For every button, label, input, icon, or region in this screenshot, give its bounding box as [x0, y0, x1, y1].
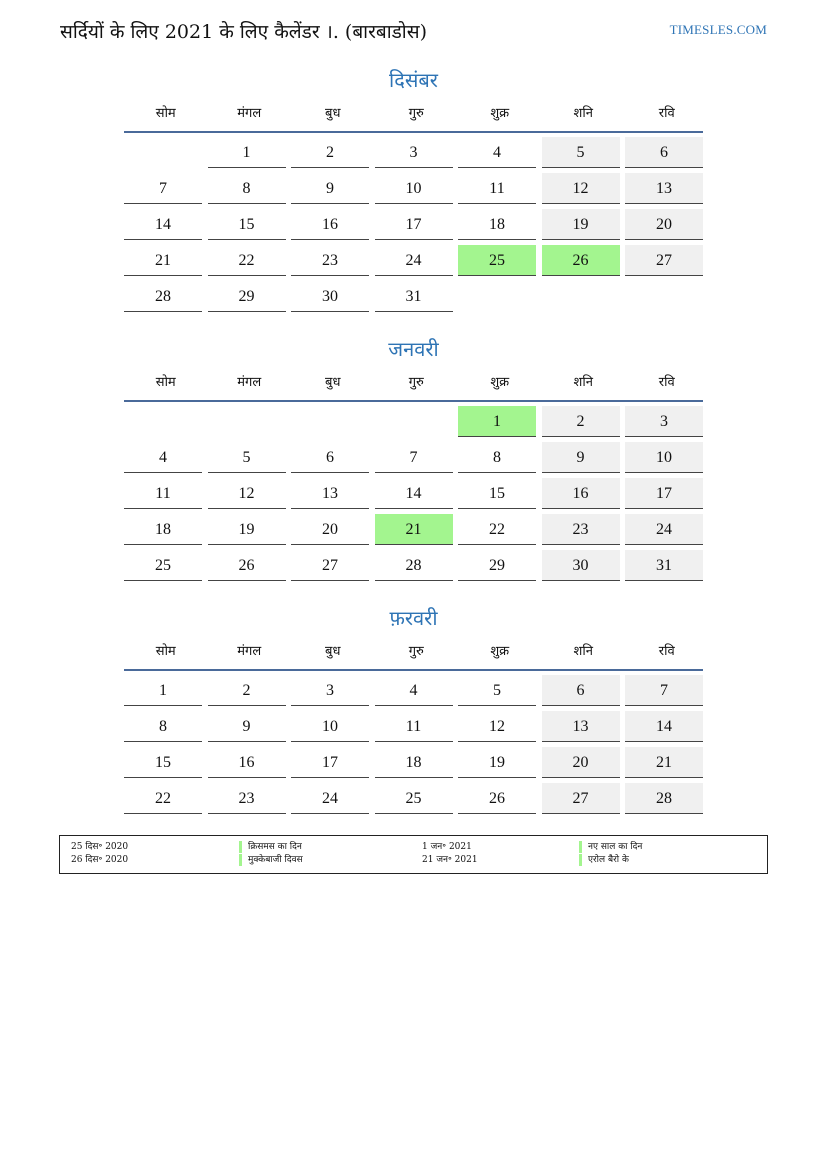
day-cell: 26	[458, 783, 536, 814]
day-cell: 4	[458, 137, 536, 168]
legend-holiday-name: नए साल का दिन	[579, 841, 642, 853]
day-cell: 17	[291, 747, 369, 778]
month-january	[124, 334, 703, 586]
holiday-day-cell: 25	[458, 245, 536, 276]
weekend-day-cell: 20	[625, 209, 703, 240]
month-december	[124, 65, 703, 317]
weekday-label: रवि	[658, 375, 675, 390]
day-cell: 22	[208, 245, 286, 276]
weekend-day-cell: 13	[542, 711, 620, 742]
empty-day-cell	[124, 137, 202, 168]
day-cell: 19	[208, 514, 286, 545]
weekday-label: शनि	[573, 644, 593, 659]
weekend-day-cell: 12	[542, 173, 620, 204]
weekend-day-cell: 6	[542, 675, 620, 706]
weekend-day-cell: 27	[542, 783, 620, 814]
weekday-label: शनि	[573, 375, 593, 390]
weekday-header	[124, 95, 703, 133]
weekday-header	[124, 364, 703, 402]
weekday-label: सोम	[155, 106, 176, 121]
weekend-day-cell: 3	[625, 406, 703, 437]
empty-day-cell	[124, 406, 202, 437]
weekend-day-cell: 20	[542, 747, 620, 778]
day-cell: 18	[124, 514, 202, 545]
week-row	[124, 137, 703, 173]
month-grid	[124, 137, 703, 317]
weekend-day-cell: 7	[625, 675, 703, 706]
day-cell: 22	[458, 514, 536, 545]
day-cell: 16	[291, 209, 369, 240]
day-cell: 11	[458, 173, 536, 204]
day-cell: 27	[291, 550, 369, 581]
weekend-day-cell: 28	[625, 783, 703, 814]
legend-date: 21 जन॰ 2021	[422, 855, 478, 865]
holiday-day-cell: 26	[542, 245, 620, 276]
day-cell: 14	[124, 209, 202, 240]
weekday-label: गुरु	[408, 375, 424, 390]
day-cell: 31	[375, 281, 453, 312]
day-cell: 5	[458, 675, 536, 706]
week-row	[124, 478, 703, 514]
day-cell: 8	[208, 173, 286, 204]
day-cell: 15	[208, 209, 286, 240]
week-row	[124, 173, 703, 209]
weekend-day-cell: 17	[625, 478, 703, 509]
day-cell: 18	[458, 209, 536, 240]
weekend-day-cell: 27	[625, 245, 703, 276]
week-row	[124, 550, 703, 586]
weekday-label: सोम	[155, 644, 176, 659]
day-cell: 2	[208, 675, 286, 706]
weekday-label: सोम	[155, 375, 176, 390]
day-cell: 2	[291, 137, 369, 168]
weekend-day-cell: 24	[625, 514, 703, 545]
weekend-day-cell: 16	[542, 478, 620, 509]
day-cell: 10	[291, 711, 369, 742]
weekday-label: शुक्र	[490, 375, 510, 390]
day-cell: 23	[291, 245, 369, 276]
weekday-header	[124, 633, 703, 671]
empty-day-cell	[291, 406, 369, 437]
weekday-label: बुध	[325, 106, 341, 121]
day-cell: 3	[291, 675, 369, 706]
empty-day-cell	[542, 281, 620, 312]
weekday-label: मंगल	[237, 375, 262, 390]
month-title: जनवरी	[388, 337, 439, 361]
week-row	[124, 406, 703, 442]
day-cell: 24	[291, 783, 369, 814]
month-grid	[124, 406, 703, 586]
weekend-day-cell: 31	[625, 550, 703, 581]
weekday-label: बुध	[325, 375, 341, 390]
month-title: फ़रवरी	[389, 606, 438, 630]
day-cell: 20	[291, 514, 369, 545]
day-cell: 26	[208, 550, 286, 581]
day-cell: 10	[375, 173, 453, 204]
day-cell: 6	[291, 442, 369, 473]
weekday-label: शुक्र	[490, 644, 510, 659]
weekend-day-cell: 23	[542, 514, 620, 545]
day-cell: 25	[124, 550, 202, 581]
weekday-label: शुक्र	[490, 106, 510, 121]
legend-holiday-name: मुक्केबाजी दिवस	[239, 854, 303, 866]
weekday-label: शनि	[573, 106, 593, 121]
day-cell: 16	[208, 747, 286, 778]
day-cell: 14	[375, 478, 453, 509]
weekday-label: गुरु	[408, 644, 424, 659]
month-february	[124, 603, 703, 819]
weekday-label: मंगल	[237, 106, 262, 121]
site-link[interactable]: TIMESLES.COM	[669, 22, 767, 37]
day-cell: 23	[208, 783, 286, 814]
day-cell: 8	[458, 442, 536, 473]
day-cell: 21	[124, 245, 202, 276]
weekday-label: गुरु	[408, 106, 424, 121]
empty-day-cell	[375, 406, 453, 437]
day-cell: 7	[375, 442, 453, 473]
week-row	[124, 747, 703, 783]
day-cell: 24	[375, 245, 453, 276]
page-title: सर्दियों के लिए 2021 के लिए कैलेंडर ।. (बारबाडोस)	[60, 21, 427, 43]
weekend-day-cell: 9	[542, 442, 620, 473]
week-row	[124, 711, 703, 747]
day-cell: 12	[208, 478, 286, 509]
day-cell: 11	[375, 711, 453, 742]
empty-day-cell	[208, 406, 286, 437]
day-cell: 8	[124, 711, 202, 742]
weekday-label: बुध	[325, 644, 341, 659]
day-cell: 25	[375, 783, 453, 814]
week-row	[124, 281, 703, 317]
day-cell: 1	[208, 137, 286, 168]
legend-date: 25 दिस॰ 2020	[71, 842, 129, 852]
day-cell: 11	[124, 478, 202, 509]
day-cell: 9	[291, 173, 369, 204]
empty-day-cell	[458, 281, 536, 312]
month-grid	[124, 675, 703, 819]
holiday-day-cell: 1	[458, 406, 536, 437]
legend-date: 1 जन॰ 2021	[422, 842, 472, 852]
week-row	[124, 245, 703, 281]
weekday-label: मंगल	[237, 644, 262, 659]
day-cell: 18	[375, 747, 453, 778]
day-cell: 15	[458, 478, 536, 509]
weekend-day-cell: 19	[542, 209, 620, 240]
day-cell: 22	[124, 783, 202, 814]
month-title: दिसंबर	[389, 68, 438, 92]
weekend-day-cell: 14	[625, 711, 703, 742]
weekend-day-cell: 21	[625, 747, 703, 778]
week-row	[124, 783, 703, 819]
holiday-legend	[59, 835, 768, 874]
legend-holiday-name: एरोल बैरो के	[579, 854, 629, 866]
holiday-day-cell: 21	[375, 514, 453, 545]
day-cell: 7	[124, 173, 202, 204]
weekend-day-cell: 2	[542, 406, 620, 437]
day-cell: 28	[375, 550, 453, 581]
day-cell: 17	[375, 209, 453, 240]
weekend-day-cell: 6	[625, 137, 703, 168]
weekend-day-cell: 13	[625, 173, 703, 204]
weekend-day-cell: 30	[542, 550, 620, 581]
legend-holiday-name: क्रिसमस का दिन	[239, 841, 302, 853]
day-cell: 4	[124, 442, 202, 473]
day-cell: 19	[458, 747, 536, 778]
day-cell: 28	[124, 281, 202, 312]
week-row	[124, 514, 703, 550]
weekday-label: रवि	[658, 644, 675, 659]
week-row	[124, 209, 703, 245]
day-cell: 9	[208, 711, 286, 742]
day-cell: 29	[208, 281, 286, 312]
weekend-day-cell: 5	[542, 137, 620, 168]
day-cell: 15	[124, 747, 202, 778]
weekday-label: रवि	[658, 106, 675, 121]
week-row	[124, 442, 703, 478]
day-cell: 30	[291, 281, 369, 312]
day-cell: 29	[458, 550, 536, 581]
weekend-day-cell: 10	[625, 442, 703, 473]
day-cell: 3	[375, 137, 453, 168]
week-row	[124, 675, 703, 711]
day-cell: 13	[291, 478, 369, 509]
legend-date: 26 दिस॰ 2020	[71, 855, 129, 865]
empty-day-cell	[625, 281, 703, 312]
day-cell: 5	[208, 442, 286, 473]
day-cell: 12	[458, 711, 536, 742]
day-cell: 4	[375, 675, 453, 706]
day-cell: 1	[124, 675, 202, 706]
